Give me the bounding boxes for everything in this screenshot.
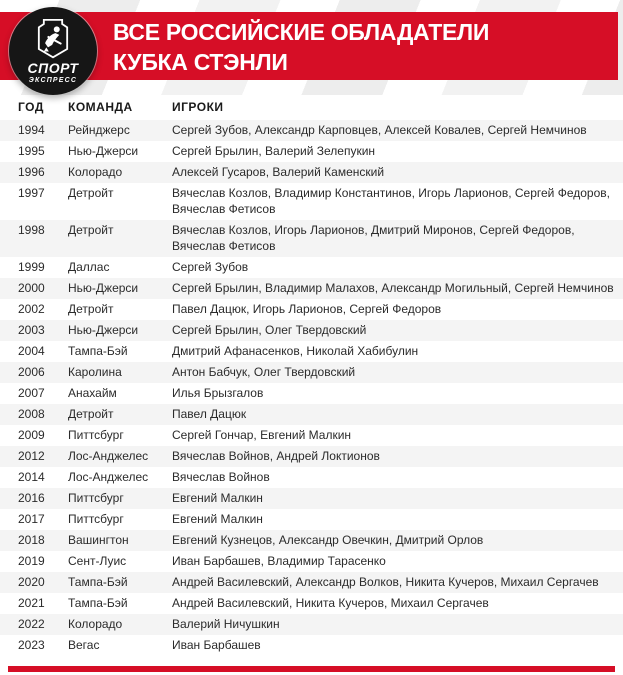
cell-team: Колорадо [68,617,123,631]
cell-year: 1996 [18,165,45,179]
cell-team: Нью-Джерси [68,281,139,295]
cell-team: Питтсбург [68,428,124,442]
cell-year: 2006 [18,365,45,379]
table-row [0,572,623,593]
cell-year: 2009 [18,428,45,442]
cell-players: Сергей Гончар, Евгений Малкин [172,428,352,442]
cell-players: Вячеслав Войнов [172,470,270,484]
cell-year: 2002 [18,302,45,316]
table-row [0,635,623,656]
table-row [0,257,623,278]
cell-team: Питтсбург [68,491,124,505]
table-row [0,509,623,530]
winners-table [0,96,623,656]
cell-team: Вашингтон [68,533,129,547]
table-row [0,404,623,425]
cell-team: Детройт [68,186,114,200]
cell-players: Антон Бабчук, Олег Твердовский [172,365,356,379]
cell-players: Вячеслав Козлов, Владимир Константинов, Игорь Ларионов, Сергей Федоров, Вячеслав Фетисов [172,186,610,216]
cell-players: Вячеслав Козлов, Игорь Ларионов, Дмитрий Миронов, Сергей Федоров, Вячеслав Фетисов [172,223,575,253]
cell-players: Валерий Ничушкин [172,617,280,631]
cell-year: 2022 [18,617,45,631]
cell-team: Лос-Анджелес [68,449,149,463]
cell-players: Сергей Зубов, Александр Карповцев, Алексей Ковалев, Сергей Немчинов [172,123,587,137]
table-row [0,488,623,509]
cell-year: 2020 [18,575,45,589]
cell-year: 2016 [18,491,45,505]
table-row [0,551,623,572]
page-title-line1: ВСЕ РОССИЙСКИЕ ОБЛАДАТЕЛИ [113,19,490,45]
table-row [0,162,623,183]
table-row [0,593,623,614]
hockey-player-shield-icon [36,19,70,59]
cell-year: 2003 [18,323,45,337]
cell-year: 2017 [18,512,45,526]
column-header-players: ИГРОКИ [172,100,224,114]
cell-players: Евгений Малкин [172,512,263,526]
table-row [0,120,623,141]
cell-players: Сергей Брылин, Владимир Малахов, Александр Могильный, Сергей Немчинов [172,281,614,295]
table-row [0,530,623,551]
cell-team: Даллас [68,260,110,274]
logo-brand-line2: ЭКСПРЕСС [28,77,78,84]
cell-team: Рейнджерс [68,123,130,137]
column-header-team: КОМАНДА [68,100,133,114]
cell-year: 1995 [18,144,45,158]
cell-players: Иван Барбашев, Владимир Тарасенко [172,554,386,568]
cell-year: 2014 [18,470,45,484]
cell-team: Сент-Луис [68,554,127,568]
cell-year: 2021 [18,596,45,610]
logo-brand-line1: СПОРТ [27,60,79,76]
cell-year: 2012 [18,449,45,463]
cell-team: Анахайм [68,386,117,400]
cell-players: Сергей Брылин, Олег Твердовский [172,323,367,337]
cell-players: Павел Дацюк [172,407,247,421]
cell-year: 2000 [18,281,45,295]
cell-team: Детройт [68,407,114,421]
cell-players: Сергей Зубов [172,260,249,274]
cell-players: Андрей Василевский, Александр Волков, Никита Кучеров, Михаил Сергачев [172,575,599,589]
table-row [0,383,623,404]
cell-team: Вегас [68,638,100,652]
cell-year: 1994 [18,123,45,137]
sport-express-logo [9,7,97,95]
table-row [0,141,623,162]
column-header-year: ГОД [18,100,44,114]
cell-year: 1999 [18,260,45,274]
cell-team: Тампа-Бэй [68,575,128,589]
page-title [113,17,489,77]
cell-year: 2007 [18,386,45,400]
table-body [0,120,623,656]
cell-year: 2008 [18,407,45,421]
cell-team: Каролина [68,365,122,379]
cell-team: Тампа-Бэй [68,344,128,358]
cell-players: Вячеслав Войнов, Андрей Локтионов [172,449,380,463]
table-row [0,278,623,299]
cell-team: Лос-Анджелес [68,470,149,484]
cell-year: 1997 [18,186,45,200]
cell-players: Евгений Малкин [172,491,263,505]
footer-accent-bar [8,666,615,672]
cell-year: 2004 [18,344,45,358]
table-row [0,220,623,257]
cell-team: Нью-Джерси [68,144,139,158]
table-row [0,299,623,320]
table-row [0,341,623,362]
cell-team: Нью-Джерси [68,323,139,337]
cell-year: 2023 [18,638,45,652]
table-row [0,362,623,383]
masthead [0,0,623,95]
cell-team: Детройт [68,223,114,237]
cell-team: Детройт [68,302,114,316]
cell-players: Евгений Кузнецов, Александр Овечкин, Дмитрий Орлов [172,533,484,547]
cell-players: Дмитрий Афанасенков, Николай Хабибулин [172,344,419,358]
cell-players: Иван Барбашев [172,638,261,652]
cell-players: Алексей Гусаров, Валерий Каменский [172,165,385,179]
table-row [0,467,623,488]
page-title-line2: КУБКА СТЭНЛИ [113,49,288,75]
cell-players: Сергей Брылин, Валерий Зелепукин [172,144,376,158]
cell-year: 2019 [18,554,45,568]
table-row [0,320,623,341]
cell-year: 1998 [18,223,45,237]
cell-players: Илья Брызгалов [172,386,264,400]
cell-players: Андрей Василевский, Никита Кучеров, Михаил Сергачев [172,596,489,610]
table-header-row [0,96,623,120]
cell-team: Тампа-Бэй [68,596,128,610]
cell-team: Колорадо [68,165,123,179]
cell-year: 2018 [18,533,45,547]
table-row [0,425,623,446]
cell-players: Павел Дацюк, Игорь Ларионов, Сергей Федоров [172,302,442,316]
table-row [0,183,623,220]
table-row [0,446,623,467]
cell-team: Питтсбург [68,512,124,526]
table-row [0,614,623,635]
